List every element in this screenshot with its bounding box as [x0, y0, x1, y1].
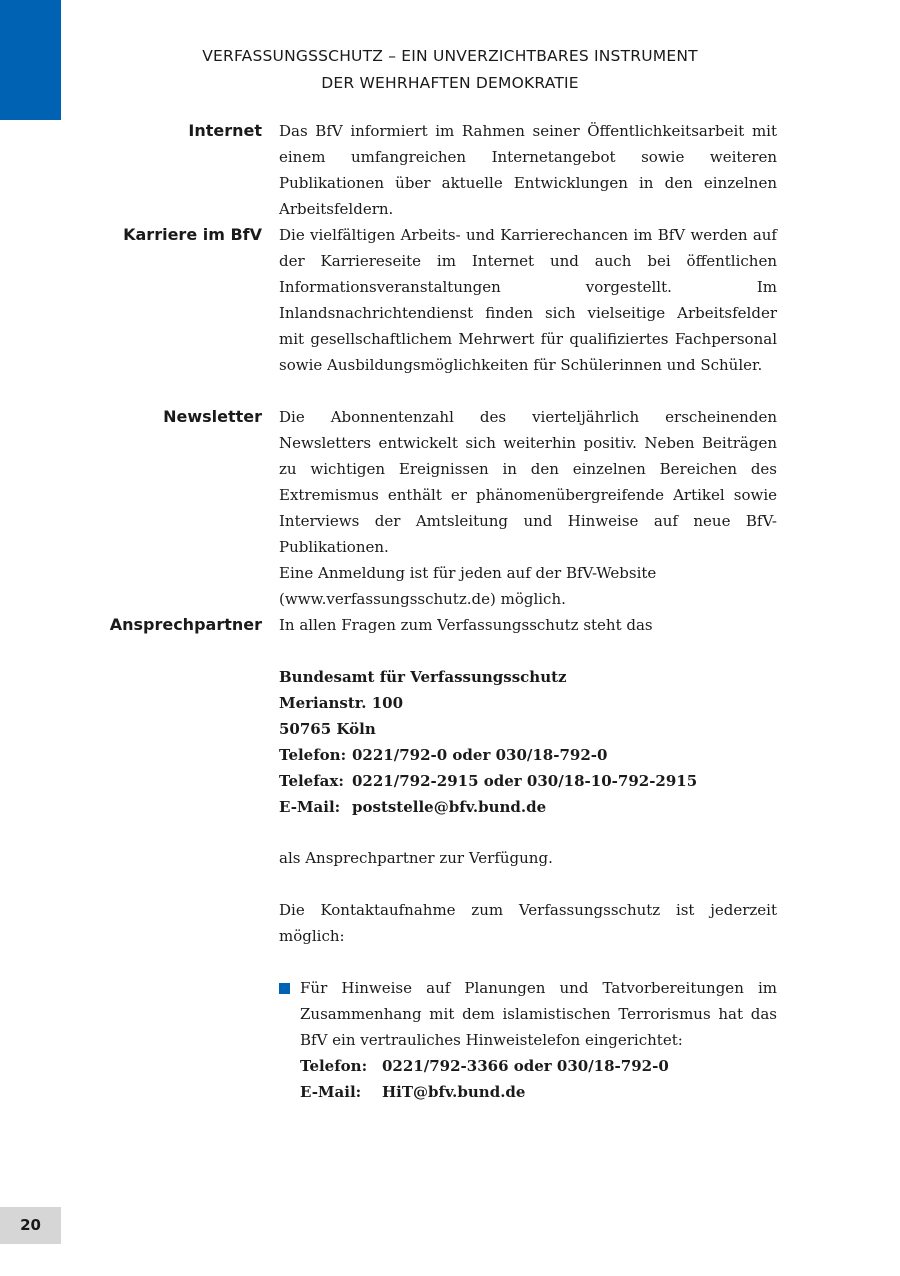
ansprechpartner-outro: als Ansprechpartner zur Verfügung. [279, 849, 553, 867]
section-label-ansprechpartner: Ansprechpartner [109, 615, 262, 634]
address-mail-label: E-Mail: [279, 798, 341, 816]
newsletter-website-line: (www.verfassungsschutz.de) möglich. [279, 590, 566, 608]
address-city: 50765 Köln [279, 720, 376, 738]
address-org: Bundesamt für Verfassungsschutz [279, 668, 567, 686]
address-block [279, 664, 799, 820]
newsletter-signup-line: Eine Anmeldung ist für jeden auf der BfV-Website [279, 564, 657, 582]
contact-paragraph: Die Kontaktaufnahme zum Verfassungsschutz ist jederzeit möglich: [279, 901, 777, 945]
bullet-square-icon [279, 983, 290, 994]
section-text-karriere: Die vielfältigen Arbeits- und Karrierechancen im BfV werden auf der Karriereseite im Internet und auch bei öffentlichen Informationsveranstaltungen vorgestellt. Im Inlandsnachrichtendienst finden sich vielseitige Arbeitsfelder mit gesellschaftlichem Mehrwert für qualifiziertes Fachpersonal sowie Ausbildungsmöglichkeiten für Schülerinnen und Schüler. [279, 226, 777, 374]
hotline-phone-row [300, 1053, 777, 1079]
address-mail-row [279, 794, 799, 820]
address-phone-row [279, 742, 799, 768]
header-line-1: VERFASSUNGSSCHUTZ – EIN UNVERZICHTBARES INSTRUMENT [202, 47, 698, 65]
address-fax-row [279, 768, 799, 794]
address-fax: 0221/792-2915 oder 030/18-10-792-2915 [352, 772, 698, 790]
ansprechpartner-intro: In allen Fragen zum Verfassungsschutz steht das [279, 616, 653, 634]
address-fax-label: Telefax: [279, 772, 344, 790]
section-label-newsletter: Newsletter [163, 407, 262, 426]
address-phone-label: Telefon: [279, 746, 347, 764]
section-label-karriere: Karriere im BfV [123, 225, 262, 244]
hotline-bullet [279, 975, 777, 1105]
hotline-text: Für Hinweise auf Planungen und Tatvorbereitungen im Zusammenhang mit dem islamistischen Terrorismus hat das BfV ein vertrauliches Hinweistelefon eingerichtet: [300, 979, 777, 1049]
newsletter-paragraph: Die Abonnentenzahl des vierteljährlich erscheinenden Newsletters entwickelt sich weiterhin positiv. Neben Beiträgen zu wichtigen Ereignissen in den einzelnen Bereichen des Extremismus enthält er phänomenübergreifende Artikel sowie Interviews der Amtsleitung und Hinweise auf neue BfV-Publikationen. [279, 408, 777, 556]
page-number: 20 [0, 1207, 61, 1244]
header-line-2: DER WEHRHAFTEN DEMOKRATIE [321, 74, 579, 92]
hotline-mail-row [300, 1079, 777, 1105]
address-street: Merianstr. 100 [279, 694, 404, 712]
address-phone: 0221/792-0 oder 030/18-792-0 [352, 746, 608, 764]
address-mail: poststelle@bfv.bund.de [352, 798, 547, 816]
section-text-newsletter [279, 404, 777, 612]
hotline-phone-label: Telefon: [300, 1057, 368, 1075]
running-header [0, 43, 900, 97]
section-label-internet: Internet [188, 121, 262, 140]
section-text-internet: Das BfV informiert im Rahmen seiner Öffentlichkeitsarbeit mit einem umfangreichen Internetangebot sowie weiteren Publikationen über aktuelle Entwicklungen in den einzelnen Arbeitsfeldern. [279, 122, 777, 218]
hotline-mail-label: E-Mail: [300, 1083, 362, 1101]
hotline-mail: HiT@bfv.bund.de [382, 1083, 526, 1101]
hotline-phone: 0221/792-3366 oder 030/18-792-0 [382, 1057, 669, 1075]
